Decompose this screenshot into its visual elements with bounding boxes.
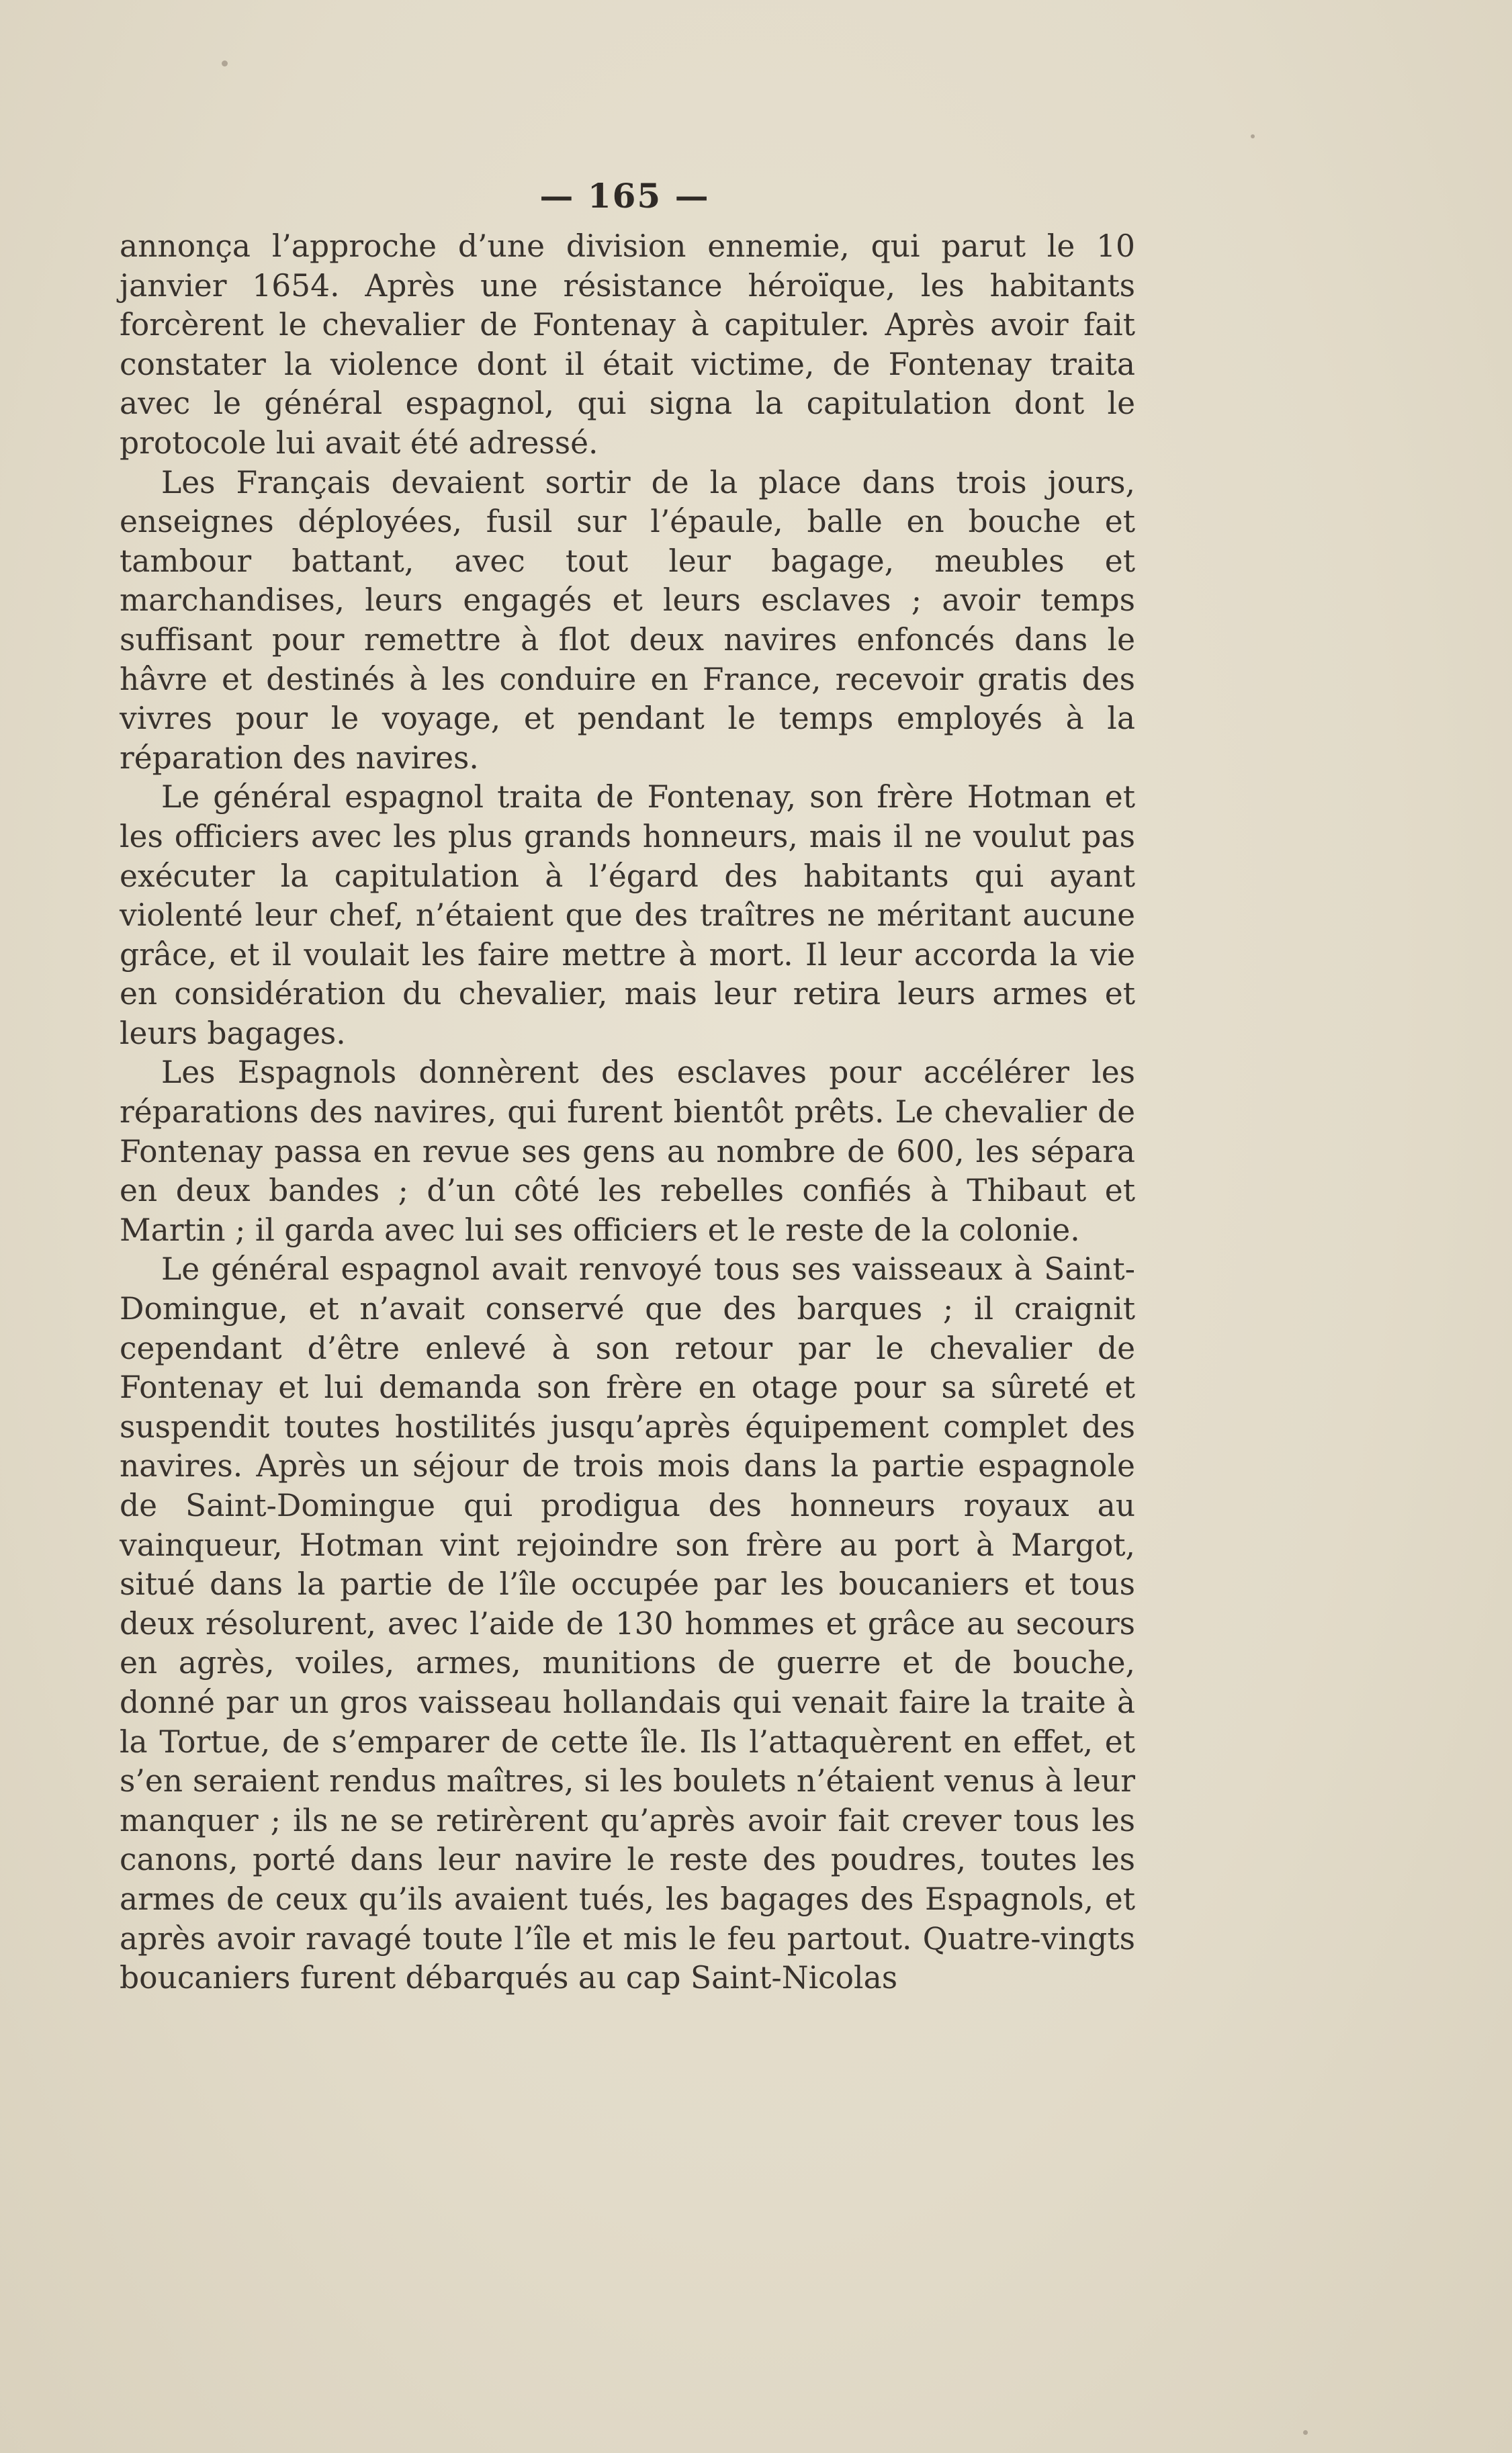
paragraph: Les Espagnols donnèrent des esclaves pour accélérer les réparations des navires, qui furent bientôt prêts. Le chevalier de Fontenay passa en revue ses gens au nombre de 600, les sépara en deux bandes ; d’un côté les rebelles confiés à Thibaut et Martin ; il garda avec lui ses officiers et le reste de la colonie. [120, 1055, 1135, 1248]
paper-speck [222, 60, 228, 66]
paper-speck [1303, 2430, 1308, 2435]
page-number: — 165 — [539, 176, 710, 216]
paragraph: Les Français devaient sortir de la place dans trois jours, enseignes déployées, fusil sur l’épaule, balle en bouche et tambour battant, avec tout leur bagage, meubles et marchandises, leurs engagés et leurs esclaves ; avoir temps suffisant pour remettre à flot deux navires enfoncés dans le hâvre et destinés à les conduire en France, recevoir gratis des vivres pour le voyage, et pendant le temps employés à la réparation des navires. [120, 464, 1135, 776]
paper-speck [1251, 134, 1255, 138]
paragraph: Le général espagnol avait renvoyé tous ses vaisseaux à Saint-Domingue, et n’avait conservé que des barques ; il craignit cependant d’être enlevé à son retour par le chevalier de Fontenay et lui demanda son frère en otage pour sa sûreté et suspendit toutes hostilités jusqu’après équipement complet des navires. Après un séjour de trois mois dans la partie espagnole de Saint-Domingue qui prodigua des honneurs royaux au vainqueur, Hotman vint rejoindre son frère au port à Margot, situé dans la partie de l’île occupée par les boucaniers et tous deux résolurent, avec l’aide de 130 hommes et grâce au secours en agrès, voiles, armes, munitions de guerre et de bouche, donné par un gros vaisseau hollandais qui venait faire la traite à la Tortue, de s’emparer de cette île. Ils l’attaquèrent en effet, et s’en seraient rendus maîtres, si les boulets n’étaient venus à leur manquer ; ils ne se retirèrent qu’après avoir fait crever tous les canons, porté dans leur navire le reste des poudres, toutes les armes de ceux qu’ils avaient tués, les bagages des Espagnols, et après avoir ravagé toute l’île et mis le feu partout. Quatre-vingts boucaniers furent débarqués au cap Saint-Nicolas [120, 1251, 1135, 1996]
paragraph: annonça l’approche d’une division ennemie, qui parut le 10 janvier 1654. Après une résistance héroïque, les habitants forcèrent le chevalier de Fontenay à capituler. Après avoir fait constater la violence dont il était victime, de Fontenay traita avec le général espagnol, qui signa la capitulation dont le protocole lui avait été adressé. [120, 228, 1135, 461]
body-text [120, 227, 1135, 1998]
paragraph: Le général espagnol traita de Fontenay, son frère Hotman et les officiers avec les plus grands honneurs, mais il ne voulut pas exécuter la capitulation à l’égard des habitants qui ayant violenté leur chef, n’étaient que des traîtres ne méritant aucune grâce, et il voulait les faire mettre à mort. Il leur accorda la vie en considération du chevalier, mais leur retira leurs armes et leurs bagages. [120, 779, 1135, 1051]
